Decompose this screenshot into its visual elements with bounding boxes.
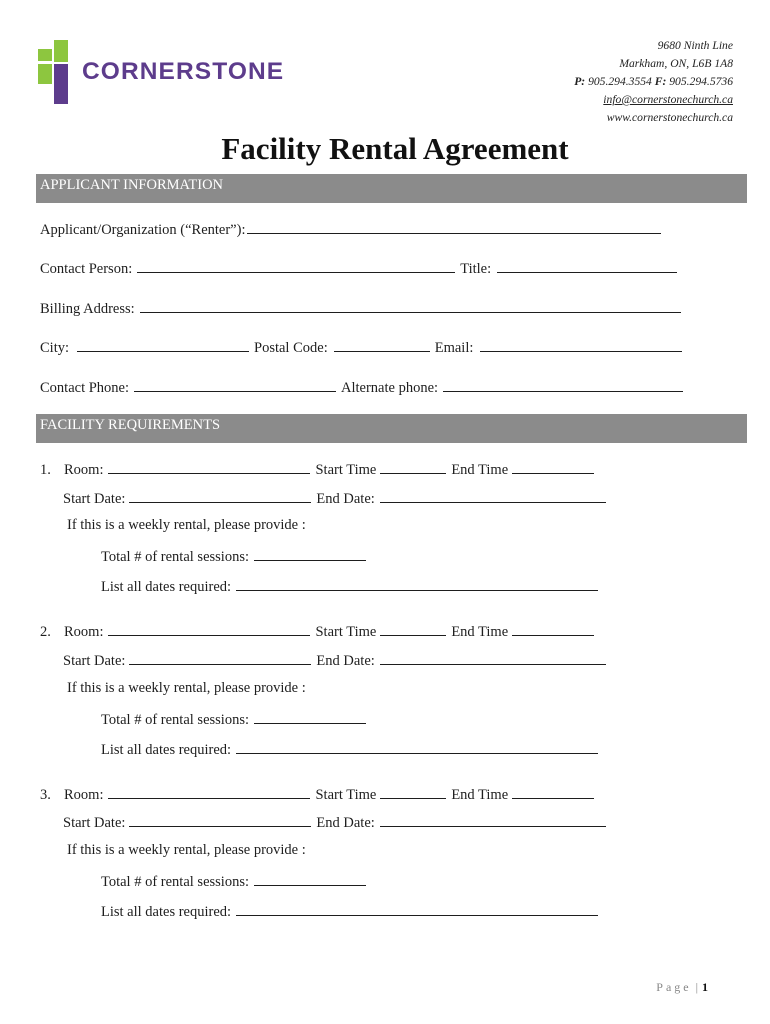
start-time-label: Start Time (315, 462, 377, 478)
start-time-label: Start Time (315, 624, 377, 640)
city-postal-email-row (40, 337, 687, 357)
contact-phone-field[interactable] (134, 377, 336, 392)
item-2-room-row (40, 621, 599, 641)
end-date-label: End Date: (316, 653, 375, 669)
end-date-field[interactable] (380, 650, 606, 665)
church-address (574, 37, 733, 127)
postal-code-label: Postal Code: (254, 340, 328, 356)
item-number: 1. (40, 462, 51, 478)
room-field[interactable] (108, 459, 310, 474)
item-2-dates-row (63, 650, 611, 670)
email-field[interactable] (480, 337, 682, 352)
applicant-field[interactable] (247, 219, 661, 234)
city-field[interactable] (77, 337, 249, 352)
room-field[interactable] (108, 784, 310, 799)
sessions-label: Total # of rental sessions: (101, 549, 249, 565)
item-2-sessions-row (101, 709, 371, 729)
phone-number: 905.294.3554 (588, 75, 652, 88)
start-time-field[interactable] (380, 621, 446, 636)
end-time-label: End Time (451, 462, 509, 478)
end-time-label: End Time (451, 787, 509, 803)
website-link[interactable]: www.cornerstonechurch.ca (606, 111, 733, 124)
email-label: Email: (434, 340, 474, 356)
contact-phone-label: Contact Phone: (40, 380, 130, 396)
phone-row (40, 377, 688, 397)
item-2-list-dates-row (101, 739, 603, 759)
city-label: City: (40, 340, 70, 356)
contact-person-field[interactable] (137, 258, 455, 273)
start-date-field[interactable] (129, 812, 311, 827)
end-date-field[interactable] (380, 812, 606, 827)
item-1-sessions-row (101, 546, 371, 566)
item-3-sessions-row (101, 871, 371, 891)
page-footer (656, 980, 708, 995)
start-date-field[interactable] (129, 650, 311, 665)
dates-field[interactable] (236, 901, 598, 916)
page-number: 1 (702, 980, 708, 994)
dates-field[interactable] (236, 576, 598, 591)
end-date-label: End Date: (316, 815, 375, 831)
end-date-label: End Date: (316, 491, 375, 507)
logo-text: CORNERSTONE (82, 58, 285, 85)
weekly-note: If this is a weekly rental, please provide : (67, 517, 306, 533)
title-label: Title: (460, 261, 492, 277)
end-time-field[interactable] (512, 459, 594, 474)
email-link[interactable]: info@cornerstonechurch.ca (603, 93, 733, 106)
sessions-label: Total # of rental sessions: (101, 712, 249, 728)
sessions-field[interactable] (254, 709, 366, 724)
applicant-label: Applicant/Organization (“Renter”): (40, 222, 246, 238)
contact-person-label: Contact Person: (40, 261, 133, 277)
start-time-label: Start Time (315, 787, 377, 803)
start-date-label: Start Date: (63, 653, 126, 669)
title-field[interactable] (497, 258, 677, 273)
dates-label: List all dates required: (101, 742, 232, 758)
item-1-list-dates-row (101, 576, 603, 596)
dates-label: List all dates required: (101, 904, 232, 920)
phone-fax-line (574, 73, 733, 91)
weekly-note: If this is a weekly rental, please provide : (67, 680, 306, 696)
item-2-weekly-note (67, 680, 306, 697)
sessions-label: Total # of rental sessions: (101, 874, 249, 890)
start-time-field[interactable] (380, 459, 446, 474)
item-1-dates-row (63, 488, 611, 508)
item-3-list-dates-row (101, 901, 603, 921)
start-time-field[interactable] (380, 784, 446, 799)
item-number: 3. (40, 787, 51, 803)
item-number: 2. (40, 624, 51, 640)
billing-address-field[interactable] (140, 298, 681, 313)
start-date-label: Start Date: (63, 815, 126, 831)
facility-section-heading: FACILITY REQUIREMENTS (36, 414, 747, 443)
room-label: Room: (64, 462, 104, 478)
dates-field[interactable] (236, 739, 598, 754)
alternate-phone-field[interactable] (443, 377, 683, 392)
billing-address-row (40, 298, 686, 318)
item-3-weekly-note (67, 842, 306, 859)
billing-address-label: Billing Address: (40, 301, 135, 317)
item-1-room-row (40, 459, 599, 479)
contact-person-row (40, 258, 682, 278)
page-title: Facility Rental Agreement (221, 131, 569, 166)
end-date-field[interactable] (380, 488, 606, 503)
end-time-field[interactable] (512, 784, 594, 799)
address-line-1: 9680 Ninth Line (657, 39, 733, 52)
dates-label: List all dates required: (101, 579, 232, 595)
alternate-phone-label: Alternate phone: (341, 380, 439, 396)
room-field[interactable] (108, 621, 310, 636)
applicant-section-heading: APPLICANT INFORMATION (36, 174, 747, 203)
address-line-2: Markham, ON, L6B 1A8 (619, 57, 733, 70)
item-1-weekly-note (67, 517, 306, 534)
weekly-note: If this is a weekly rental, please provide : (67, 842, 306, 858)
item-3-room-row (40, 784, 599, 804)
fax-label: F: (654, 75, 667, 88)
cornerstone-logo-mark (38, 40, 74, 106)
postal-code-field[interactable] (334, 337, 430, 352)
room-label: Room: (64, 787, 104, 803)
room-label: Room: (64, 624, 104, 640)
item-3-dates-row (63, 812, 611, 832)
sessions-field[interactable] (254, 871, 366, 886)
start-date-field[interactable] (129, 488, 311, 503)
page-separator: | (695, 980, 698, 994)
sessions-field[interactable] (254, 546, 366, 561)
end-time-label: End Time (451, 624, 509, 640)
phone-label: P: (574, 75, 586, 88)
page-label: Page (656, 980, 692, 994)
start-date-label: Start Date: (63, 491, 126, 507)
applicant-row (40, 219, 666, 239)
end-time-field[interactable] (512, 621, 594, 636)
fax-number: 905.294.5736 (669, 75, 733, 88)
